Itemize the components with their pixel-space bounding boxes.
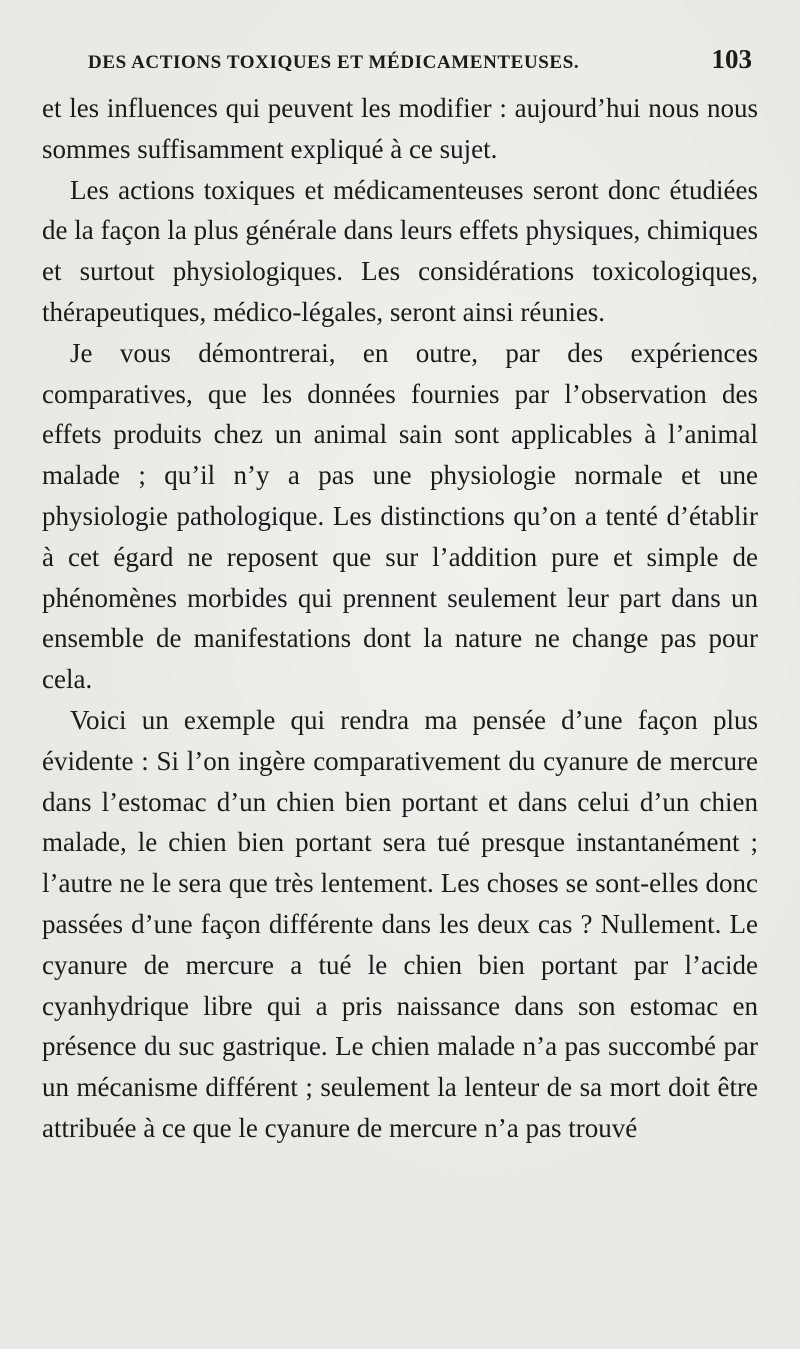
running-title: DES ACTIONS TOXIQUES ET MÉDICAMENTEUSES. (88, 52, 580, 73)
body-text (42, 88, 758, 1149)
paragraph-experiences-comparatives: Je vous démontrerai, en outre, par des expériences comparatives, que les données fournies par l’observation des effets produits chez un animal sain sont applicables à l’animal malade ; qu’il n’y a pas une physiologie normale et une physiologie pathologique. Les distinctions qu’on a tenté d’établir à cet égard ne reposent que sur l’addition pure et simple de phénomènes morbides qui prennent seulement leur part dans un ensemble de manifestations dont la nature ne change pas pour cela. (42, 337, 758, 695)
paragraph-actions-toxiques: Les actions toxiques et médicamenteuses seront donc étudiées de la façon la plus générale dans leurs effets physiques, chimiques et surtout physiologiques. Les considérations toxicologiques, thérapeutiques, médico-légales, seront ainsi réunies. (42, 174, 758, 327)
paragraph-continued: et les influences qui peuvent les modifier : aujourd’hui nous nous sommes suffisamment expliqué à ce sujet. (42, 93, 758, 164)
page-number: 103 (711, 44, 752, 74)
paragraph-exemple-cyanure: Voici un exemple qui rendra ma pensée d’une façon plus évidente : Si l’on ingère comparativement du cyanure de mercure dans l’estomac d’un chien bien portant et dans celui d’un chien malade, le chien bien portant sera tué presque instantanément ; l’autre ne le sera que très lentement. Les choses se sont-elles donc passées d’une façon différente dans les deux cas ? Nullement. Le cyanure de mercure a tué le chien bien portant par l’acide cyanhydrique libre qui a pris naissance dans son estomac en présence du suc gastrique. Le chien malade n’a pas succombé par un mécanisme différent ; seulement la lenteur de sa mort doit être attribuée à ce que le cyanure de mercure n’a pas trouvé (42, 704, 758, 1143)
running-head (88, 44, 752, 80)
